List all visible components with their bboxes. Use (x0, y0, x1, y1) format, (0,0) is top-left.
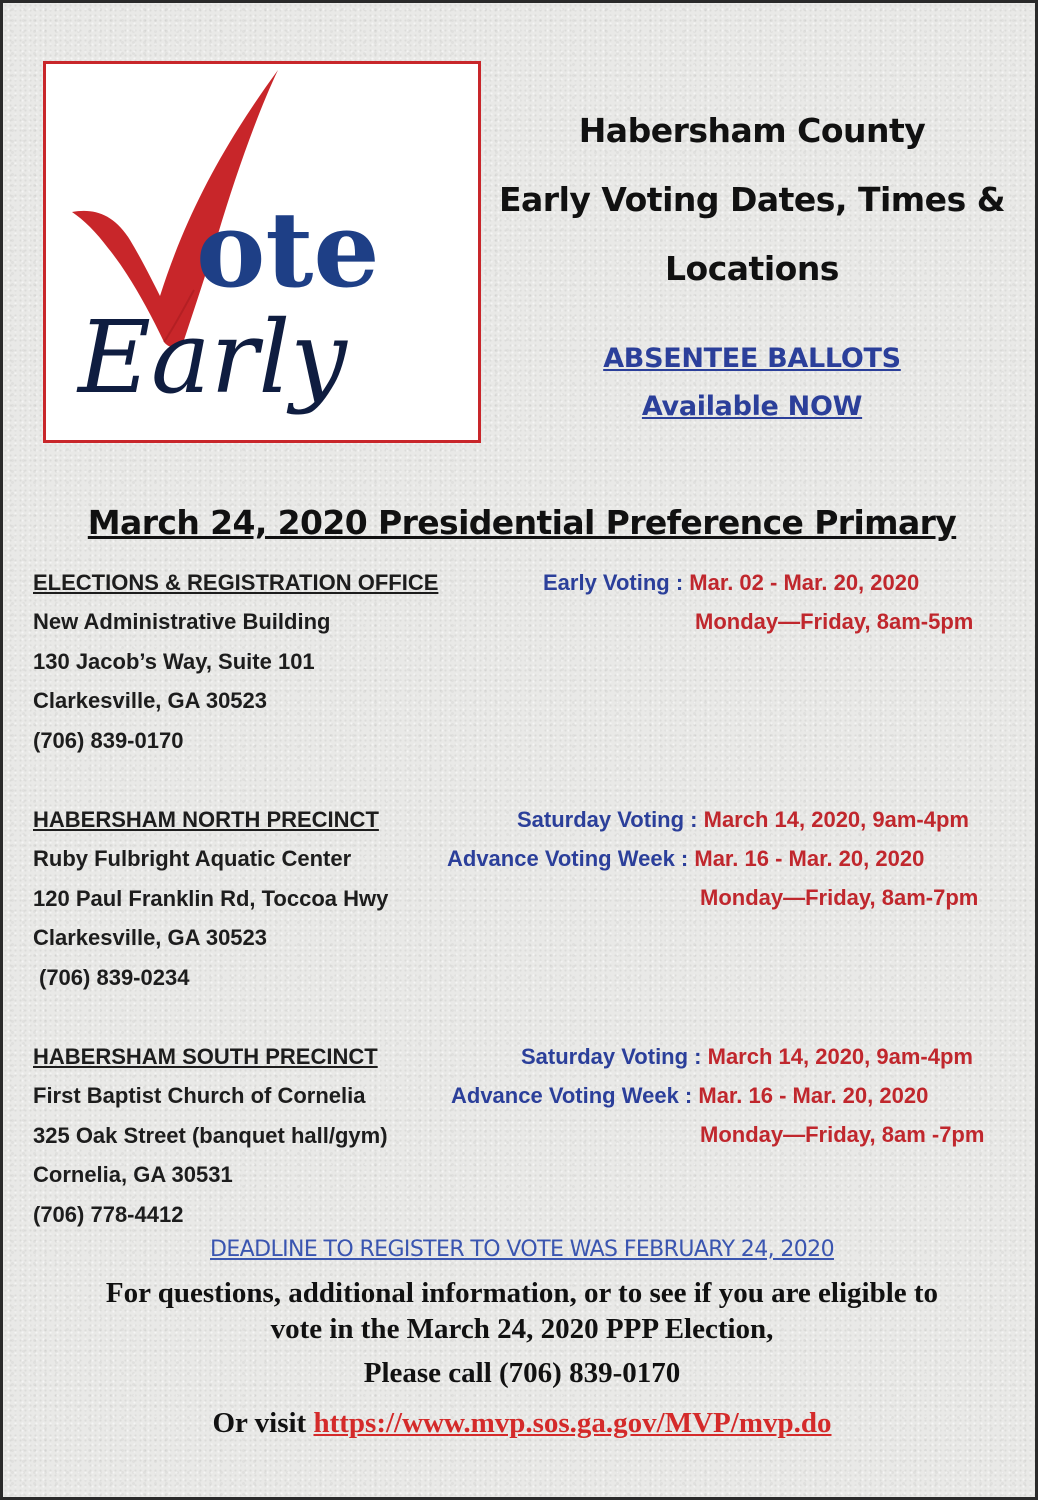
location-line: First Baptist Church of Cornelia (33, 1083, 366, 1109)
logo-word-bottom: Early (78, 299, 347, 416)
schedule-early-voting-hours (695, 602, 973, 641)
schedule-value: March 14, 2020, 9am-4pm (703, 807, 969, 832)
location-line: 120 Paul Franklin Rd, Toccoa Hwy (33, 885, 389, 911)
schedule-label: Early Voting : (543, 570, 684, 595)
schedule-value: Monday—Friday, 8am-7pm (700, 885, 979, 910)
location-name: ELECTIONS & REGISTRATION OFFICE (33, 570, 439, 595)
logo-word-top: ote (196, 188, 380, 311)
location-line: New Administrative Building (33, 609, 331, 635)
location-phone: (706) 778-4412 (33, 1201, 184, 1227)
schedule-value: Mar. 02 - Mar. 20, 2020 (689, 570, 920, 595)
footer-phone: Please call (706) 839-0170 (363, 1357, 681, 1389)
location-south-precinct (33, 1037, 453, 1234)
location-line: 130 Jacob’s Way, Suite 101 (33, 648, 315, 674)
location-elections-office (33, 563, 453, 760)
page-title: March 24, 2020 Presidential Preference Primary (87, 503, 957, 542)
schedule-north-advance (447, 839, 924, 878)
schedule-label: Advance Voting Week : (451, 1083, 693, 1108)
checkmark-icon (46, 64, 478, 440)
schedule-value: Mar. 16 - Mar. 20, 2020 (694, 846, 925, 871)
vote-early-logo (43, 61, 481, 443)
absentee-available-now: Available NOW (641, 391, 863, 422)
footer-questions-line2: vote in the March 24, 2020 PPP Election, (270, 1313, 774, 1345)
schedule-value: Mar. 16 - Mar. 20, 2020 (698, 1083, 929, 1108)
location-line: Cornelia, GA 30531 (33, 1162, 233, 1188)
visit-prefix: Or visit (212, 1407, 314, 1439)
footer-visit (23, 1407, 1021, 1440)
schedule-label: Saturday Voting : (517, 807, 698, 832)
schedule-south-saturday (521, 1037, 973, 1076)
location-line: Ruby Fulbright Aquatic Center (33, 846, 352, 872)
schedule-value: Monday—Friday, 8am -7pm (700, 1122, 985, 1147)
mvp-website-link[interactable]: https://www.mvp.sos.ga.gov/MVP/mvp.do (313, 1407, 832, 1439)
schedule-label: Saturday Voting : (521, 1044, 702, 1069)
header-subtitle: Early Voting Dates, Times & (499, 180, 1005, 219)
location-name: HABERSHAM NORTH PRECINCT (33, 807, 379, 832)
schedule-value: Monday—Friday, 8am-5pm (695, 609, 974, 634)
schedule-north-hours (700, 878, 978, 917)
schedule-early-voting (543, 563, 919, 602)
footer-questions-line1: For questions, additional information, or to see if you are eligible to (105, 1277, 939, 1309)
header-locations: Locations (665, 249, 839, 288)
location-line: Clarkesville, GA 30523 (33, 688, 268, 714)
header-county: Habersham County (578, 111, 926, 150)
schedule-south-advance (451, 1076, 928, 1115)
absentee-ballots-heading: ABSENTEE BALLOTS (603, 343, 901, 374)
location-phone: (706) 839-0170 (33, 727, 184, 753)
location-name: HABERSHAM SOUTH PRECINCT (33, 1044, 378, 1069)
location-line: Clarkesville, GA 30523 (33, 925, 268, 951)
location-line: 325 Oak Street (banquet hall/gym) (33, 1122, 388, 1148)
schedule-label: Advance Voting Week : (447, 846, 689, 871)
schedule-south-hours (700, 1115, 984, 1154)
schedule-value: March 14, 2020, 9am-4pm (707, 1044, 973, 1069)
location-north-precinct (33, 800, 453, 997)
location-phone: (706) 839-0234 (39, 964, 190, 990)
schedule-north-saturday (517, 800, 969, 839)
registration-deadline: DEADLINE TO REGISTER TO VOTE WAS FEBRUARY 24, 2020 (210, 1237, 834, 1262)
